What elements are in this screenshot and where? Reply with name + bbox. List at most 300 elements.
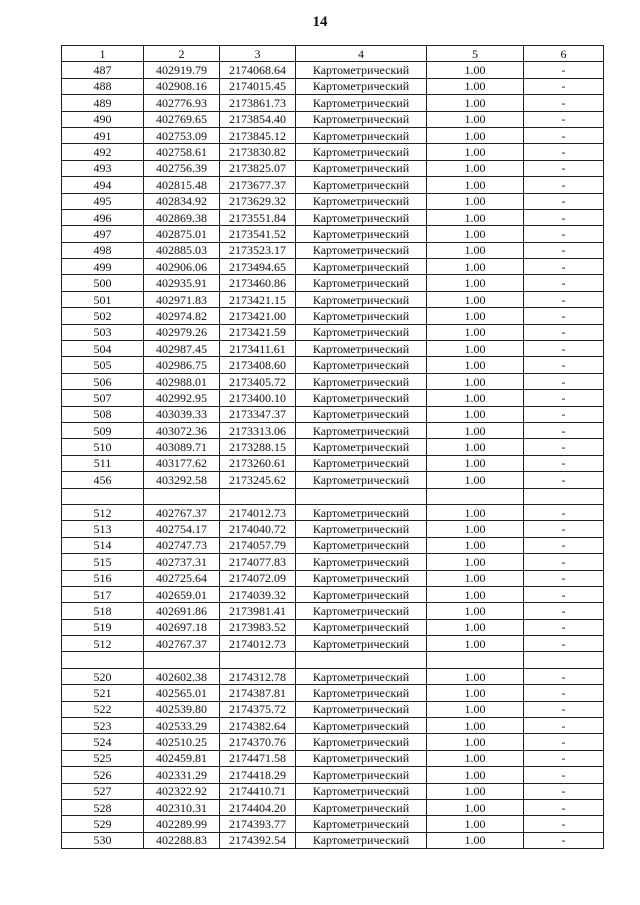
table-cell: - (524, 291, 604, 307)
table-cell: 402815.48 (144, 177, 220, 193)
table-cell: - (524, 341, 604, 357)
table-cell: 2174410.71 (220, 783, 296, 799)
column-header: 1 (62, 46, 144, 62)
table-row (62, 193, 604, 209)
table-row (62, 259, 604, 275)
table-cell: - (524, 570, 604, 586)
table-cell: 403039.33 (144, 406, 220, 422)
table-cell: 402533.29 (144, 718, 220, 734)
table-row (62, 636, 604, 652)
table-cell: 2173981.41 (220, 603, 296, 619)
table-cell: 2173421.59 (220, 324, 296, 340)
table-cell: Картометрический (296, 718, 427, 734)
table-cell: 402565.01 (144, 685, 220, 701)
table-cell: 1.00 (427, 439, 524, 455)
table-cell: - (524, 537, 604, 553)
table-cell: 515 (62, 554, 144, 570)
table-cell: 527 (62, 783, 144, 799)
table-cell: 1.00 (427, 718, 524, 734)
table-cell: Картометрический (296, 62, 427, 78)
table-cell: 402288.83 (144, 832, 220, 848)
table-cell: 1.00 (427, 701, 524, 717)
table-cell: - (524, 144, 604, 160)
table-cell: Картометрический (296, 619, 427, 635)
table-cell: Картометрический (296, 209, 427, 225)
table-cell: 513 (62, 521, 144, 537)
table-cell: 2173245.62 (220, 472, 296, 488)
table-cell: 514 (62, 537, 144, 553)
table-cell: Картометрический (296, 685, 427, 701)
table-cell: 402289.99 (144, 816, 220, 832)
table-row (62, 603, 604, 619)
table-cell: 2173260.61 (220, 455, 296, 471)
table-cell: 491 (62, 127, 144, 143)
table-row (62, 799, 604, 815)
table-cell: 525 (62, 750, 144, 766)
table-row (62, 242, 604, 258)
table-cell: 2173313.06 (220, 422, 296, 438)
table-row (62, 783, 604, 799)
table-cell (296, 488, 427, 504)
table-cell: Картометрический (296, 799, 427, 815)
table-cell: 1.00 (427, 570, 524, 586)
table-cell: 529 (62, 816, 144, 832)
table-cell: - (524, 603, 604, 619)
table-cell: 2174392.54 (220, 832, 296, 848)
table-cell: Картометрический (296, 504, 427, 520)
table-cell: 1.00 (427, 734, 524, 750)
table-cell: 1.00 (427, 341, 524, 357)
table-cell: 402885.03 (144, 242, 220, 258)
table-row (62, 701, 604, 717)
table-cell: 1.00 (427, 668, 524, 684)
table-cell (220, 488, 296, 504)
table-cell: 1.00 (427, 242, 524, 258)
table-cell: Картометрический (296, 422, 427, 438)
table-cell: 403292.58 (144, 472, 220, 488)
table-row (62, 373, 604, 389)
table-cell: Картометрический (296, 554, 427, 570)
table-cell: 402834.92 (144, 193, 220, 209)
table-cell: Картометрический (296, 521, 427, 537)
table-cell: 517 (62, 586, 144, 602)
table-row (62, 832, 604, 848)
table-cell: - (524, 422, 604, 438)
table-cell: 506 (62, 373, 144, 389)
table-body (62, 62, 604, 849)
table-cell: Картометрический (296, 390, 427, 406)
column-header: 3 (220, 46, 296, 62)
header-row (62, 46, 604, 62)
table-cell: 1.00 (427, 816, 524, 832)
table-cell: 2173825.07 (220, 160, 296, 176)
table-cell: 402691.86 (144, 603, 220, 619)
table-cell: 402459.81 (144, 750, 220, 766)
table-cell: 402310.31 (144, 799, 220, 815)
table-cell: - (524, 767, 604, 783)
table-cell: - (524, 554, 604, 570)
table-cell: 2173460.86 (220, 275, 296, 291)
table-cell: 402767.37 (144, 504, 220, 520)
table-row (62, 324, 604, 340)
table-row (62, 455, 604, 471)
table-row (62, 472, 604, 488)
table-cell: 501 (62, 291, 144, 307)
table-cell: - (524, 78, 604, 94)
table-cell: 402776.93 (144, 95, 220, 111)
table-cell: 2174015.45 (220, 78, 296, 94)
table-cell: 518 (62, 603, 144, 619)
table-cell: 505 (62, 357, 144, 373)
table-cell: - (524, 275, 604, 291)
table-cell: 1.00 (427, 226, 524, 242)
table-cell: - (524, 701, 604, 717)
table-cell: Картометрический (296, 586, 427, 602)
table-cell: 2174370.76 (220, 734, 296, 750)
table-cell: - (524, 242, 604, 258)
table-cell: 1.00 (427, 373, 524, 389)
table-cell: 2174375.72 (220, 701, 296, 717)
table-row (62, 554, 604, 570)
table-row (62, 160, 604, 176)
table-cell: 402767.37 (144, 636, 220, 652)
table-row (62, 308, 604, 324)
table-cell: 1.00 (427, 603, 524, 619)
table-cell: 509 (62, 422, 144, 438)
table-row (62, 341, 604, 357)
table-cell: 402992.95 (144, 390, 220, 406)
table-cell: - (524, 357, 604, 373)
table-cell: 402935.91 (144, 275, 220, 291)
table-cell: 2174471.58 (220, 750, 296, 766)
table-cell: - (524, 734, 604, 750)
table-cell: Картометрический (296, 324, 427, 340)
table-cell: 1.00 (427, 521, 524, 537)
table-cell: 1.00 (427, 95, 524, 111)
table-cell: - (524, 799, 604, 815)
table-row (62, 111, 604, 127)
table-cell: Картометрический (296, 144, 427, 160)
table-cell: 511 (62, 455, 144, 471)
table-cell: 1.00 (427, 472, 524, 488)
table-cell: 2173830.82 (220, 144, 296, 160)
table-cell: 2173541.52 (220, 226, 296, 242)
coordinates-table (61, 45, 604, 849)
table-cell: 512 (62, 504, 144, 520)
table-cell: Картометрический (296, 95, 427, 111)
table-cell: 2174072.09 (220, 570, 296, 586)
table-cell: Картометрический (296, 259, 427, 275)
table-cell: 488 (62, 78, 144, 94)
table-cell: 1.00 (427, 324, 524, 340)
table-cell: 2173677.37 (220, 177, 296, 193)
table-row (62, 750, 604, 766)
table-cell: 2174039.32 (220, 586, 296, 602)
table-cell: 1.00 (427, 783, 524, 799)
table-cell: 402659.01 (144, 586, 220, 602)
table-cell: - (524, 324, 604, 340)
column-header: 5 (427, 46, 524, 62)
table-cell: 1.00 (427, 160, 524, 176)
table-cell: - (524, 504, 604, 520)
table-cell: Картометрический (296, 603, 427, 619)
table-cell: 402697.18 (144, 619, 220, 635)
table-row (62, 537, 604, 553)
table-cell: 1.00 (427, 750, 524, 766)
table-cell: 402725.64 (144, 570, 220, 586)
table-cell: Картометрический (296, 291, 427, 307)
table-cell: 522 (62, 701, 144, 717)
table-cell: Картометрический (296, 127, 427, 143)
table-cell: 1.00 (427, 308, 524, 324)
table-cell: 503 (62, 324, 144, 340)
table-cell: - (524, 783, 604, 799)
table-cell: 502 (62, 308, 144, 324)
table-cell: - (524, 226, 604, 242)
table-cell: 2174418.29 (220, 767, 296, 783)
table-row (62, 619, 604, 635)
table-cell: 2173400.10 (220, 390, 296, 406)
table-cell: 1.00 (427, 275, 524, 291)
table-cell: - (524, 209, 604, 225)
table-cell: 1.00 (427, 111, 524, 127)
table-cell: 402753.09 (144, 127, 220, 143)
table-cell: 2173408.60 (220, 357, 296, 373)
table-cell: 2174012.73 (220, 504, 296, 520)
table-cell: 489 (62, 95, 144, 111)
table-cell: 512 (62, 636, 144, 652)
table-cell: Картометрический (296, 816, 427, 832)
table-row (62, 275, 604, 291)
table-cell: 1.00 (427, 767, 524, 783)
table-cell: 498 (62, 242, 144, 258)
table-cell: 1.00 (427, 406, 524, 422)
table-cell: - (524, 455, 604, 471)
table-cell: 516 (62, 570, 144, 586)
table-cell: 1.00 (427, 422, 524, 438)
table-cell: - (524, 111, 604, 127)
table-cell: 1.00 (427, 504, 524, 520)
table-cell: 402908.16 (144, 78, 220, 94)
table-row (62, 668, 604, 684)
table-cell: - (524, 472, 604, 488)
table-cell: Картометрический (296, 750, 427, 766)
table-cell: 1.00 (427, 799, 524, 815)
table-cell: 402869.38 (144, 209, 220, 225)
table-cell (220, 652, 296, 668)
table-cell: 530 (62, 832, 144, 848)
table-cell: Картометрический (296, 767, 427, 783)
table-row (62, 504, 604, 520)
table-cell: - (524, 816, 604, 832)
table-row (62, 570, 604, 586)
table-row (62, 127, 604, 143)
table-cell: Картометрический (296, 783, 427, 799)
table-cell: 2173494.65 (220, 259, 296, 275)
table-cell: 2173551.84 (220, 209, 296, 225)
table-cell: - (524, 373, 604, 389)
table-cell: - (524, 832, 604, 848)
table-cell: 402758.61 (144, 144, 220, 160)
table-cell: 1.00 (427, 357, 524, 373)
table-cell: - (524, 62, 604, 78)
table-cell: 2174387.81 (220, 685, 296, 701)
column-header: 6 (524, 46, 604, 62)
table-cell: 2174312.78 (220, 668, 296, 684)
table-cell: 2174404.20 (220, 799, 296, 815)
table-cell: Картометрический (296, 226, 427, 242)
table-cell: Картометрический (296, 636, 427, 652)
table-cell: Картометрический (296, 734, 427, 750)
table-cell: Картометрический (296, 439, 427, 455)
table-cell (296, 652, 427, 668)
table-cell: Картометрический (296, 373, 427, 389)
table-cell: - (524, 718, 604, 734)
table-cell: 2173411.61 (220, 341, 296, 357)
table-row (62, 226, 604, 242)
table-cell: 402906.06 (144, 259, 220, 275)
table-cell: 1.00 (427, 144, 524, 160)
table-cell: - (524, 439, 604, 455)
table-cell: 490 (62, 111, 144, 127)
table-cell: 402756.39 (144, 160, 220, 176)
table-cell: - (524, 521, 604, 537)
table-cell: 1.00 (427, 554, 524, 570)
table-cell: Картометрический (296, 406, 427, 422)
table-cell: Картометрический (296, 193, 427, 209)
table-cell: 504 (62, 341, 144, 357)
table-cell: 2173629.32 (220, 193, 296, 209)
table-cell: Картометрический (296, 537, 427, 553)
table-cell: 402919.79 (144, 62, 220, 78)
table-cell: - (524, 259, 604, 275)
table-cell: 1.00 (427, 619, 524, 635)
table-row (62, 144, 604, 160)
table-cell: 1.00 (427, 586, 524, 602)
table-cell: 1.00 (427, 455, 524, 471)
table-cell (427, 488, 524, 504)
table-row (62, 62, 604, 78)
table-row (62, 718, 604, 734)
table-row (62, 734, 604, 750)
table-cell: 402971.83 (144, 291, 220, 307)
table-cell: 2174057.79 (220, 537, 296, 553)
table-row (62, 177, 604, 193)
table-cell: 402539.80 (144, 701, 220, 717)
table-cell: Картометрический (296, 275, 427, 291)
table-cell: 1.00 (427, 291, 524, 307)
table-cell: 2174068.64 (220, 62, 296, 78)
table-cell: 1.00 (427, 390, 524, 406)
table-row (62, 78, 604, 94)
table-cell: Картометрический (296, 242, 427, 258)
table-cell: 521 (62, 685, 144, 701)
table-cell: 2173845.12 (220, 127, 296, 143)
table-row (62, 95, 604, 111)
table-cell: 402986.75 (144, 357, 220, 373)
table-cell: 499 (62, 259, 144, 275)
table-row (62, 652, 604, 668)
table-cell: 1.00 (427, 62, 524, 78)
table-cell: 2174012.73 (220, 636, 296, 652)
table-cell: 526 (62, 767, 144, 783)
table-cell: 2173854.40 (220, 111, 296, 127)
column-header: 2 (144, 46, 220, 62)
table-cell: 494 (62, 177, 144, 193)
table-cell: 500 (62, 275, 144, 291)
table-cell: 402602.38 (144, 668, 220, 684)
table-row (62, 816, 604, 832)
table-cell: 2173347.37 (220, 406, 296, 422)
table-cell: - (524, 95, 604, 111)
table-cell: 402510.25 (144, 734, 220, 750)
table-cell: - (524, 177, 604, 193)
table-cell: 402754.17 (144, 521, 220, 537)
table-cell: 403089.71 (144, 439, 220, 455)
table-cell: 510 (62, 439, 144, 455)
table-cell: 1.00 (427, 636, 524, 652)
table-cell: 492 (62, 144, 144, 160)
table-row (62, 439, 604, 455)
table-cell: 402331.29 (144, 767, 220, 783)
table-cell: 1.00 (427, 209, 524, 225)
table-cell: - (524, 308, 604, 324)
table-cell: - (524, 193, 604, 209)
table-cell: 1.00 (427, 177, 524, 193)
table-cell: 2173288.15 (220, 439, 296, 455)
table-row (62, 586, 604, 602)
table-cell: - (524, 685, 604, 701)
table-cell: - (524, 127, 604, 143)
table-cell: 520 (62, 668, 144, 684)
table-row (62, 488, 604, 504)
table-cell: 2173421.00 (220, 308, 296, 324)
table-cell: 2173983.52 (220, 619, 296, 635)
table-cell: Картометрический (296, 177, 427, 193)
table-row (62, 521, 604, 537)
table-cell: 2174040.72 (220, 521, 296, 537)
table-cell: 403177.62 (144, 455, 220, 471)
table-cell: 1.00 (427, 832, 524, 848)
table-cell: - (524, 390, 604, 406)
table-cell: 496 (62, 209, 144, 225)
table-cell: 1.00 (427, 193, 524, 209)
table-cell: - (524, 160, 604, 176)
table-row (62, 767, 604, 783)
table-cell: Картометрический (296, 78, 427, 94)
table-cell: 528 (62, 799, 144, 815)
table-row (62, 291, 604, 307)
table-cell: - (524, 750, 604, 766)
table-cell: 487 (62, 62, 144, 78)
table-cell: 1.00 (427, 259, 524, 275)
table-cell: 402747.73 (144, 537, 220, 553)
table-cell: - (524, 619, 604, 635)
table-row (62, 209, 604, 225)
table-cell: 2174393.77 (220, 816, 296, 832)
column-header: 4 (296, 46, 427, 62)
table-cell: Картометрический (296, 455, 427, 471)
table-cell: 1.00 (427, 685, 524, 701)
table-cell (144, 488, 220, 504)
table-cell: 402769.65 (144, 111, 220, 127)
table-cell (62, 652, 144, 668)
table-cell: Картометрический (296, 668, 427, 684)
table-cell: Картометрический (296, 472, 427, 488)
table-cell: 402988.01 (144, 373, 220, 389)
table-cell: Картометрический (296, 160, 427, 176)
table-cell: 519 (62, 619, 144, 635)
